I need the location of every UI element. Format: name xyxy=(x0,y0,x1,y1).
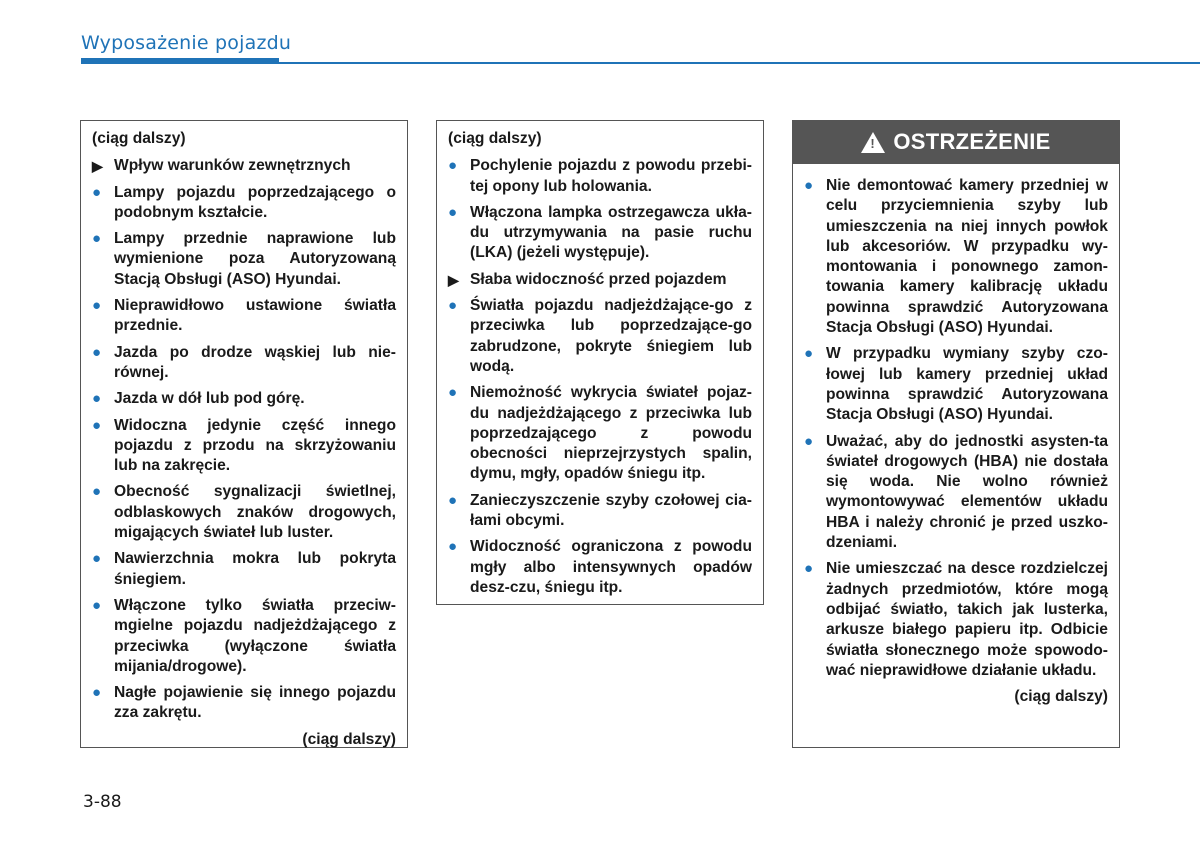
bullet-icon: ● xyxy=(448,491,458,509)
arrow-right-icon: ▶ xyxy=(448,271,459,288)
bullet-icon: ● xyxy=(92,416,102,434)
list-item xyxy=(92,683,396,724)
list-item xyxy=(92,183,396,224)
bullet-list xyxy=(448,296,752,598)
bullet-icon: ● xyxy=(92,230,102,248)
continued-label-top: (ciąg dalszy) xyxy=(448,130,542,147)
section-title: Wyposażenie pojazdu xyxy=(81,32,292,54)
list-item xyxy=(804,432,1108,554)
list-item xyxy=(448,491,752,532)
list-item-text: Zanieczyszczenie szyby czołowej cia-łami obcymi. xyxy=(470,491,752,530)
bullet-icon: ● xyxy=(92,183,102,201)
warning-title: OSTRZEŻENIE xyxy=(893,129,1051,155)
bullet-icon: ● xyxy=(92,343,102,361)
list-item-text: W przypadku wymiany szyby czo-łowej lub kamery przedniej układ powinna sprawdzić Autoryzowana Stacja Obsługi (ASO) Hyundai. xyxy=(826,345,1108,424)
bullet-icon: ● xyxy=(448,538,458,556)
section-heading-text: Wpływ warunków zewnętrznych xyxy=(114,157,351,175)
list-item-text: Widoczna jedynie część innego pojazdu z przodu na skrzyżowaniu lub na zakręcie. xyxy=(114,416,396,475)
bullet-icon: ● xyxy=(448,384,458,402)
list-item xyxy=(448,296,752,377)
bullet-icon: ● xyxy=(92,596,102,614)
list-item-text: Nie umieszczać na desce rozdzielczej żadnych przedmiotów, które mogą odbijać światło, takich jak lusterka, arkusze białego papieru itp. Odbicie światła słonecznego może spowodo-wać nieprawidłowe działanie układu. xyxy=(826,560,1108,679)
bullet-icon: ● xyxy=(92,550,102,568)
bullet-icon: ● xyxy=(804,560,814,578)
bullet-icon: ● xyxy=(804,177,814,194)
section-heading xyxy=(448,270,752,290)
list-item xyxy=(92,482,396,543)
list-item xyxy=(448,537,752,598)
list-item xyxy=(804,344,1108,425)
warning-triangle-icon: ! xyxy=(861,132,885,153)
warning-header xyxy=(793,121,1119,164)
list-item-text: Włączone tylko światła przeciw-mgielne pojazdu nadjeżdżającego z przeciwka (wyłączone światła mijania/drogowe). xyxy=(114,596,396,675)
list-item xyxy=(92,229,396,290)
warning-box xyxy=(792,120,1120,748)
bullet-icon: ● xyxy=(804,432,814,450)
list-item xyxy=(92,549,396,590)
header-rule xyxy=(81,62,1200,64)
list-item-text: Pochylenie pojazdu z powodu przebi-tej opony lub holowania. xyxy=(470,157,752,195)
bullet-icon: ● xyxy=(92,684,102,702)
page-number: 3-88 xyxy=(83,792,122,812)
bullet-icon: ● xyxy=(448,203,458,221)
list-item xyxy=(92,389,396,409)
list-item-text: Nieprawidłowo ustawione światła przednie. xyxy=(114,297,396,335)
bullet-icon: ● xyxy=(92,390,102,408)
bullet-list xyxy=(804,176,1108,681)
list-item xyxy=(804,559,1108,681)
list-item xyxy=(92,596,396,677)
list-item-text: Obecność sygnalizacji świetlnej, odblaskowych znaków drogowych, migających świateł lub luster. xyxy=(114,483,396,542)
list-item xyxy=(92,343,396,384)
list-item-text: Nawierzchnia mokra lub pokryta śniegiem. xyxy=(114,550,396,588)
list-item xyxy=(448,203,752,264)
info-box-middle xyxy=(436,120,764,605)
bullet-list xyxy=(448,156,752,263)
arrow-right-icon: ▶ xyxy=(92,158,103,175)
list-item-text: Lampy przednie naprawione lub wymienione poza Autoryzowaną Stacją Obsługi (ASO) Hyundai. xyxy=(114,230,396,288)
bullet-icon: ● xyxy=(92,483,102,501)
bullet-icon: ● xyxy=(92,297,102,315)
section-heading xyxy=(92,156,396,176)
list-item-text: Światła pojazdu nadjeżdżające-go z przeciwka lub poprzedzające-go zabrudzone, pokryte śniegiem lub wodą. xyxy=(470,297,752,375)
continued-label-bottom: (ciąg dalszy) xyxy=(1014,688,1108,706)
bullet-icon: ● xyxy=(804,345,814,363)
list-item-text: Nagłe pojawienie się innego pojazdu zza zakrętu. xyxy=(114,684,396,722)
continued-label-bottom: (ciąg dalszy) xyxy=(302,730,396,748)
info-box-left xyxy=(80,120,408,748)
list-item xyxy=(92,296,396,337)
list-item-text: Jazda w dół lub pod górę. xyxy=(114,390,305,408)
list-item-text: Jazda po drodze wąskiej lub nie-równej. xyxy=(114,343,396,381)
list-item-text: Lampy pojazdu poprzedzającego o podobnym kształcie. xyxy=(114,183,396,221)
list-item xyxy=(448,156,752,197)
list-item-text: Włączona lampka ostrzegawcza ukła-du utrzymywania na pasie ruchu (LKA) (jeżeli występuje). xyxy=(470,203,752,262)
list-item-text: Widoczność ograniczona z powodu mgły albo intensywnych opadów desz-czu, śniegu itp. xyxy=(470,538,752,596)
continued-label-top: (ciąg dalszy) xyxy=(92,130,186,147)
list-item xyxy=(448,383,752,484)
list-item xyxy=(804,176,1108,338)
bullet-list xyxy=(92,183,396,724)
list-item-text: Uważać, aby do jednostki asysten-ta świateł drogowych (HBA) nie dostała się woda. Nie wolno również wymontowywać elementów układu HBA i należy chronić je przed uszko-dzeniami. xyxy=(826,432,1108,552)
section-heading-text: Słaba widoczność przed pojazdem xyxy=(470,270,727,288)
bullet-icon: ● xyxy=(448,157,458,175)
list-item xyxy=(92,416,396,477)
list-item-text: Nie demontować kamery przedniej w celu przyciemnienia szyby lub umieszczenia na niej innych powłok lub akcesoriów. W przypadku wy-montowania i ponownego zamon-towania kamery kalibrację układu powinna sprawdzić Autoryzowana Stacja Obsługi (ASO) Hyundai. xyxy=(826,177,1108,337)
list-item-text: Niemożność wykrycia świateł pojaz-du nadjeżdżającego z przeciwka lub poprzedzającego z powodu obecności nieprzejrzystych spalin, dymu, mgły, opadów śniegu itp. xyxy=(470,384,752,483)
bullet-icon: ● xyxy=(448,297,458,315)
